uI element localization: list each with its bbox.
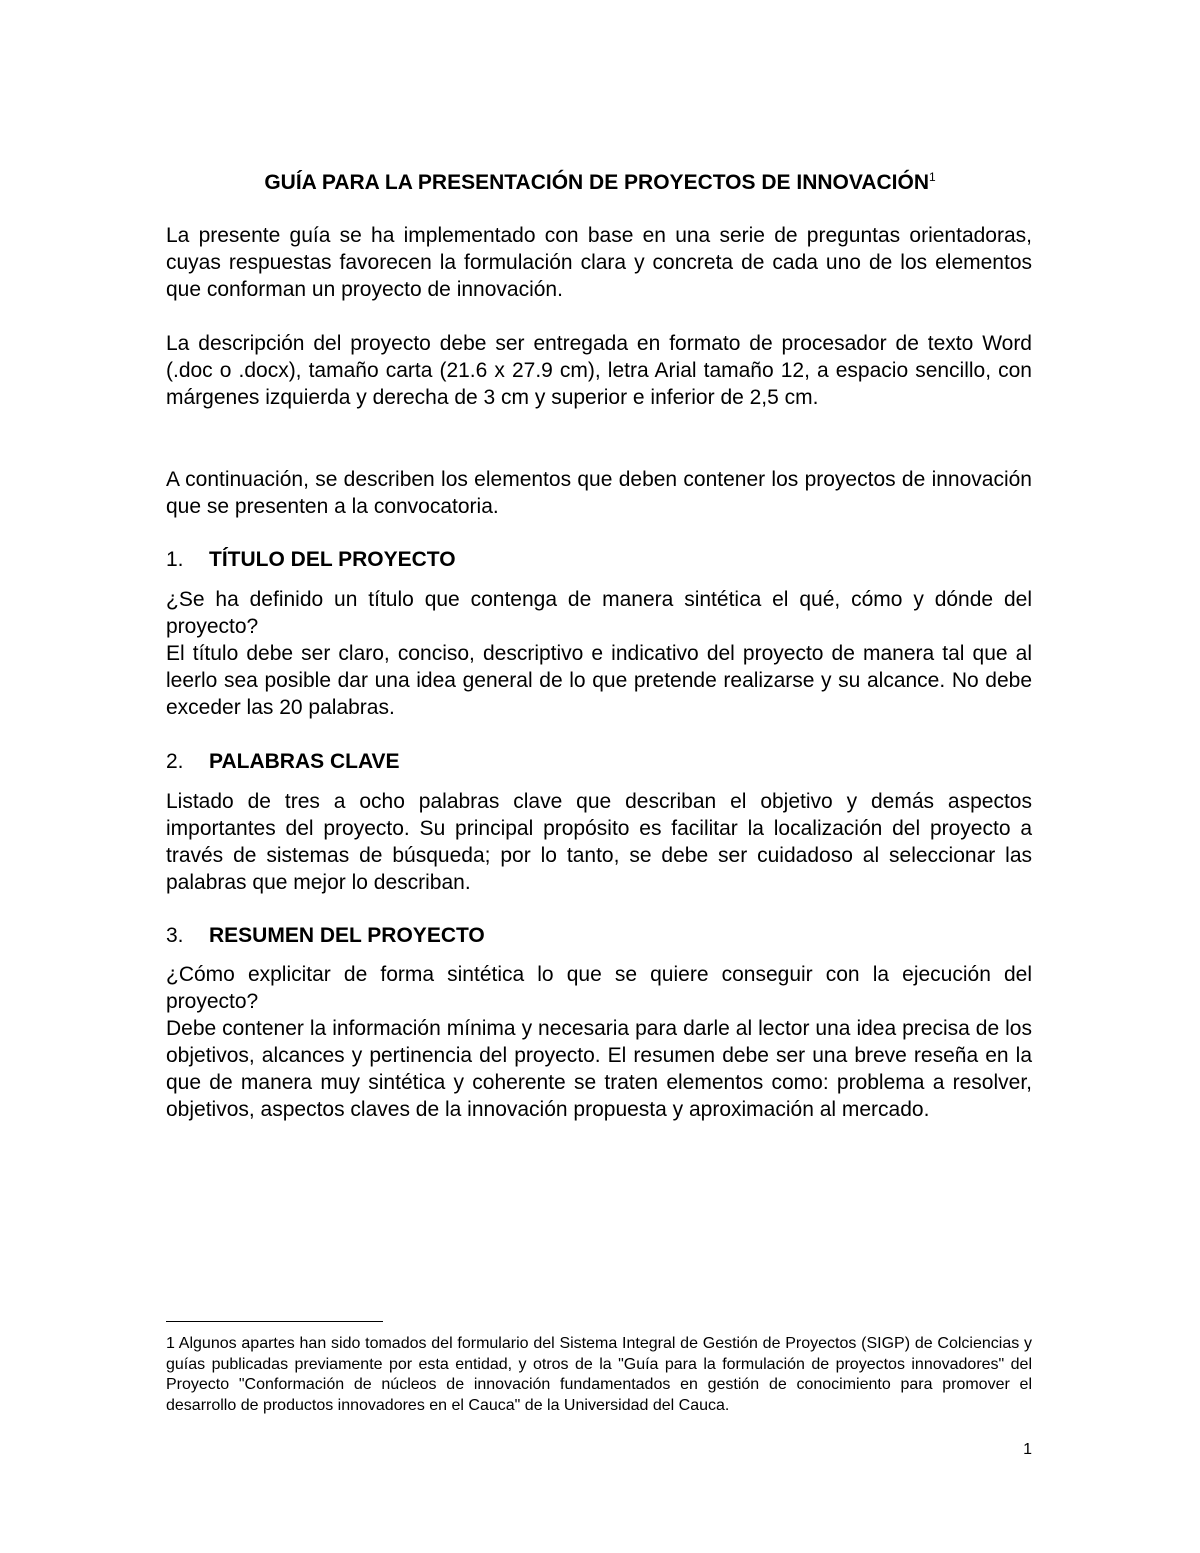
section-3-heading <box>166 922 1032 949</box>
section-1-number: 1. <box>166 548 184 571</box>
format-paragraph: La descripción del proyecto debe ser entregada en formato de procesador de texto Word (.doc o .docx), tamaño carta (21.6 x 27.9 cm), letra Arial tamaño 12, a espacio sencillo, con márgenes izquierda y derecha de 3 cm y superior e inferior de 2,5 cm. <box>166 332 1032 409</box>
section-1-heading <box>166 546 1032 573</box>
section-1-body: El título debe ser claro, conciso, descriptivo e indicativo del proyecto de manera tal que al leerlo sea posible dar una idea general de lo que pretende realizarse y su alcance. No debe exceder las 20 palabras. <box>166 642 1032 719</box>
title-footnote-ref: 1 <box>928 170 936 184</box>
section-2-number: 2. <box>166 750 184 773</box>
footnote-separator <box>166 1321 383 1322</box>
section-3-question: ¿Cómo explicitar de forma sintética lo que se quiere conseguir con la ejecución del proyecto? <box>166 963 1032 1013</box>
section-2-body: Listado de tres a ocho palabras clave que describan el objetivo y demás aspectos importantes del proyecto. Su principal propósito es facilitar la localización del proyecto a través de sistemas de búsqueda; por lo tanto, se debe ser cuidadoso al seleccionar las palabras que mejor lo describan. <box>166 790 1032 894</box>
section-1-question: ¿Se ha definido un título que contenga de manera sintética el qué, cómo y dónde del proyecto? <box>166 588 1032 638</box>
intro-paragraph: La presente guía se ha implementado con base en una serie de preguntas orientadoras, cuyas respuestas favorecen la formulación clara y concreta de cada uno de los elementos que conforman un proyecto de innovación. <box>166 224 1032 301</box>
section-3-title: RESUMEN DEL PROYECTO <box>209 924 485 947</box>
section-2-title: PALABRAS CLAVE <box>209 750 400 773</box>
document-title <box>0 169 1200 197</box>
section-2-heading <box>166 748 1032 775</box>
footnote-text: 1 Algunos apartes han sido tomados del formulario del Sistema Integral de Gestión de Proyectos (SIGP) de Colciencias y guías publicadas previamente por esta entidad, y otros de la "Guía para la formulación de proyectos innovadores" del Proyecto "Conformación de núcleos de innovación fundamentados en gestión de conocimiento para promover el desarrollo de productos innovadores en el Cauca" de la Universidad del Cauca. <box>166 1335 1032 1414</box>
page-number: 1 <box>1023 1441 1032 1458</box>
section-3-body: Debe contener la información mínima y necesaria para darle al lector una idea precisa de los objetivos, alcances y pertinencia del proyecto. El resumen debe ser una breve reseña en la que de manera muy sintética y coherente se traten elementos como: problema a resolver, objetivos, aspectos claves de la innovación propuesta y aproximación al mercado. <box>166 1017 1032 1121</box>
section-3-number: 3. <box>166 924 184 947</box>
section-1-title: TÍTULO DEL PROYECTO <box>209 548 456 571</box>
document-title-text: GUÍA PARA LA PRESENTACIÓN DE PROYECTOS DE INNOVACIÓN <box>264 171 929 194</box>
elements-intro-paragraph: A continuación, se describen los elementos que deben contener los proyectos de innovación que se presenten a la convocatoria. <box>166 468 1032 518</box>
